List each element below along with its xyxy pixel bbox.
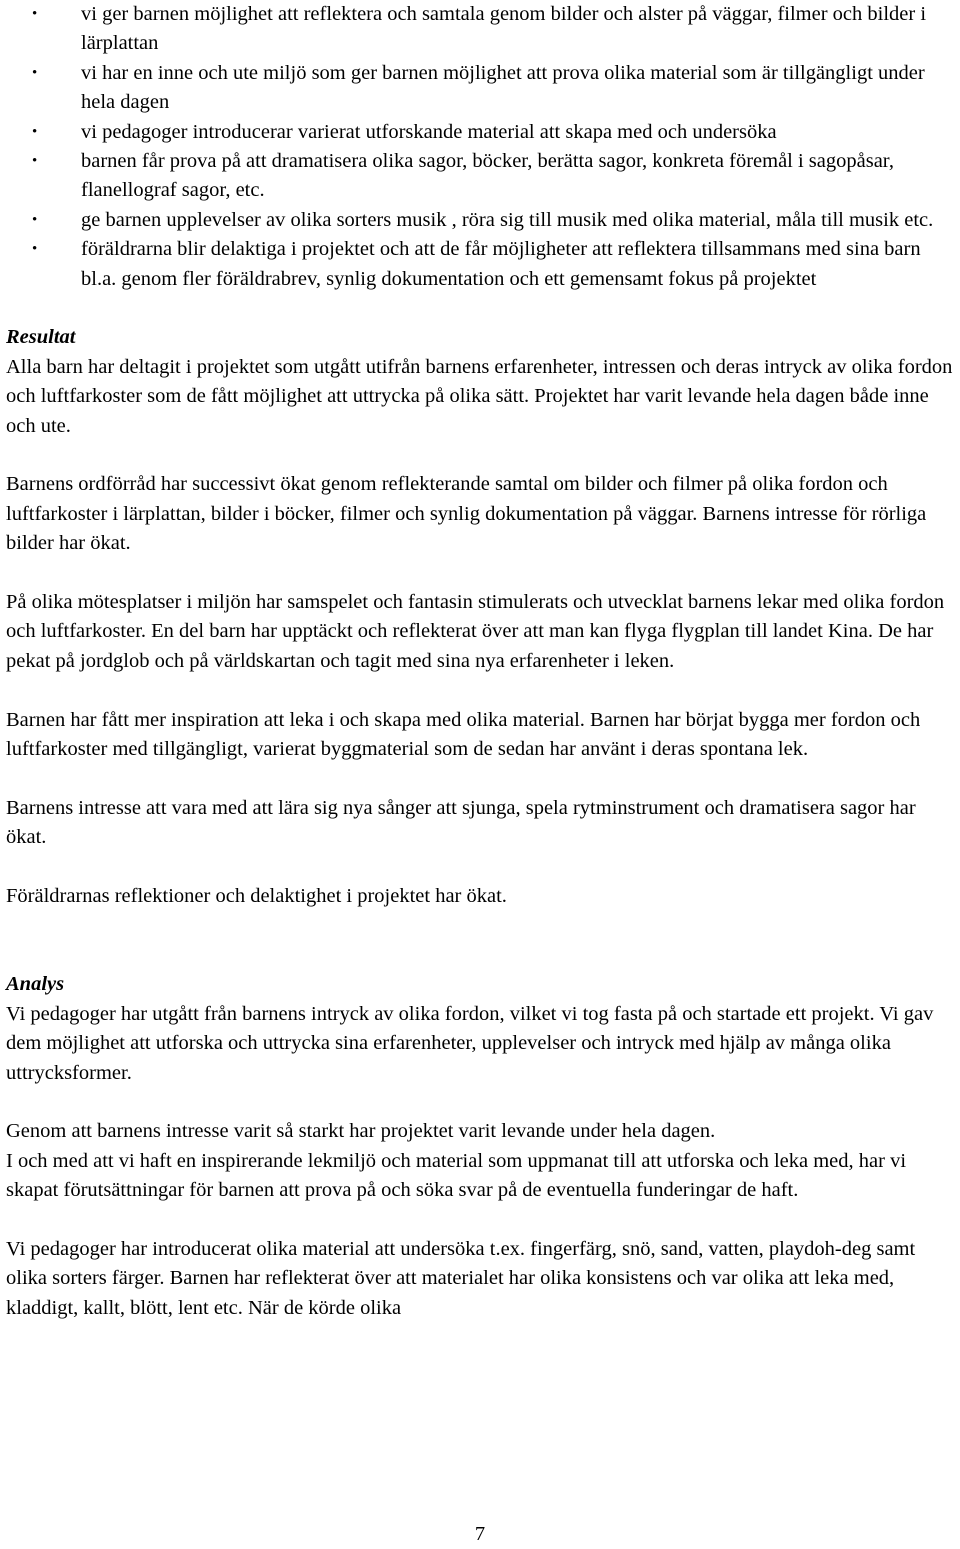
list-item-text: barnen får prova på att dramatisera olika sagor, böcker, berätta sagor, konkreta föremål i sagopåsar, flanellograf sagor, etc.: [81, 150, 894, 202]
analys-section: [6, 970, 956, 1323]
list-item-text: vi pedagoger introducerar varierat utforskande material att skapa med och undersöka: [81, 120, 777, 143]
bullet-icon: •: [32, 211, 38, 228]
section-heading-analys: Analys: [6, 973, 65, 996]
section-heading-resultat: Resultat: [6, 326, 76, 349]
bullet-icon: •: [32, 153, 38, 170]
bullet-icon: •: [32, 123, 38, 140]
bullet-icon: •: [32, 241, 38, 258]
bullet-list: [6, 0, 956, 294]
bullet-icon: •: [32, 64, 38, 81]
paragraph: Vi pedagoger har introducerat olika material att undersöka t.ex. fingerfärg, snö, sand, vatten, playdoh-deg samt olika sorters färger. Barnen har reflekterat över att materialet har olika konsistens och var olika att leka med, kladdigt, kallt, blött, lent etc. När de körde olika: [6, 1237, 916, 1319]
document-page: [6, 0, 956, 1323]
list-item: [6, 59, 956, 118]
page-number: 7: [474, 1523, 486, 1545]
list-item-text: ge barnen upplevelser av olika sorters musik , röra sig till musik med olika material, måla till musik etc.: [81, 208, 934, 231]
bullet-icon: •: [32, 6, 38, 22]
paragraph: I och med att vi haft en inspirerande lekmiljö och material som uppmanat till att utforska och leka med, har vi skapat förutsättningar för barnen att prova på och söka svar på de eventuella funderingar de haft.: [6, 1149, 907, 1202]
list-item-text: vi har en inne och ute miljö som ger barnen möjlighet att prova olika material som är tillgängligt under hela dagen: [81, 61, 925, 114]
paragraph: Vi pedagoger har utgått från barnens intryck av olika fordon, vilket vi tog fasta på och startade ett projekt. Vi gav dem möjlighet att utforska och uttrycka sina erfarenheter, upplevelser och intryck med hjälp av många olika uttrycksformer.: [6, 1002, 934, 1084]
paragraph: Föräldrarnas reflektioner och delaktighet i projektet har ökat.: [6, 885, 507, 908]
list-item: [6, 235, 956, 294]
paragraph: Barnens ordförråd har successivt ökat genom reflekterande samtal om bilder och filmer på olika fordon och luftfarkoster i lärplattan, bilder i böcker, filmer och synlig dokumentation på väggar. Barnens intresse för rörliga bilder har ökat.: [6, 473, 927, 555]
list-item-text: vi ger barnen möjlighet att reflektera och samtala genom bilder och alster på väggar, filmer och bilder i lärplattan: [81, 3, 927, 55]
list-item: [6, 118, 956, 147]
list-item: [6, 147, 956, 206]
list-item: [6, 206, 956, 235]
paragraph: Alla barn har deltagit i projektet som utgått utifrån barnens erfarenheter, intressen och deras intryck av olika fordon och luftfarkoster som de fått möjlighet att uttrycka på olika sätt. Projektet har varit levande hela dagen både inne och ute.: [6, 355, 953, 437]
list-item-text: föräldrarna blir delaktiga i projektet och att de får möjligheter att reflektera tillsammans med sina barn bl.a. genom fler föräldrabrev, synlig dokumentation och ett gemensamt fokus på projektet: [81, 238, 921, 290]
paragraph: Barnens intresse att vara med att lära sig nya sånger att sjunga, spela rytminstrument och dramatisera sagor har ökat.: [6, 796, 916, 849]
resultat-section: [6, 323, 956, 911]
paragraph: Barnen har fått mer inspiration att leka i och skapa med olika material. Barnen har börjat bygga mer fordon och luftfarkoster med tillgängligt, varierat byggmaterial som de sedan har använt i deras spontana lek.: [6, 708, 921, 761]
paragraph: Genom att barnens intresse varit så starkt har projektet varit levande under hela dagen.: [6, 1120, 716, 1143]
paragraph: På olika mötesplatser i miljön har samspelet och fantasin stimulerats och utvecklat barnens lekar med olika fordon och luftfarkoster. En del barn har upptäckt och reflekterat över att man kan flyga flygplan till landet Kina. De har pekat på jordglob och på världskartan och tagit med sina nya erfarenheter i leken.: [6, 591, 945, 672]
list-item: [6, 0, 956, 59]
